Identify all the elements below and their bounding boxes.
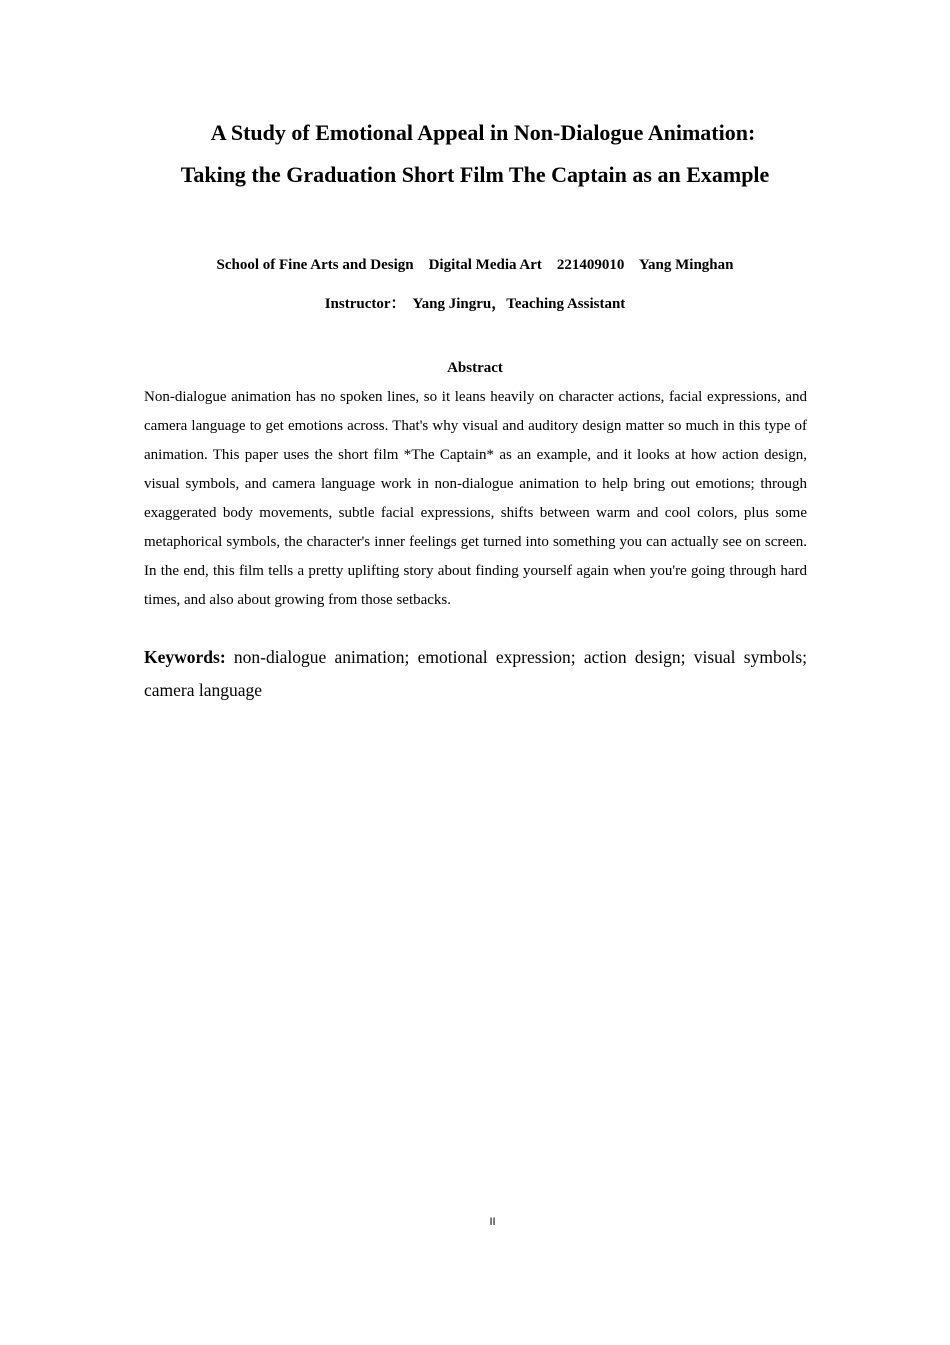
keywords-paragraph [144, 641, 807, 707]
author-info: School of Fine Arts and Design Digital Media Art 221409010 Yang Minghan [216, 257, 734, 273]
instructor-info: Instructor： Yang Jingru，Teaching Assistant [324, 296, 626, 312]
abstract-text: Non-dialogue animation has no spoken lines, so it leans heavily on character actions, facial expressions, and camera language to get emotions across. That's why visual and auditory design matter so much in this type of animation. This paper uses the short film *The Captain* as an example, and it looks at how action design, visual symbols, and camera language work in non-dialogue animation to help bring out emotions; through exaggerated body movements, subtle facial expressions, shifts between warm and cool colors, plus some metaphorical symbols, the character's inner feelings get turned into something you can actually see on screen. In the end, this film tells a pretty uplifting story about finding yourself again when you're going through hard times, and also about growing from those setbacks. [144, 389, 807, 608]
page-number: II [489, 1216, 496, 1228]
keywords-text: non-dialogue animation; emotional expression; action design; visual symbols; camera language [144, 647, 807, 700]
paper-title [90, 112, 860, 196]
title-line-2: Taking the Graduation Short Film The Captain as an Example [180, 162, 770, 187]
abstract-heading: Abstract [447, 360, 503, 376]
keywords-label: Keywords: [144, 647, 226, 667]
title-line-1: A Study of Emotional Appeal in Non-Dialogue Animation: [210, 120, 756, 145]
